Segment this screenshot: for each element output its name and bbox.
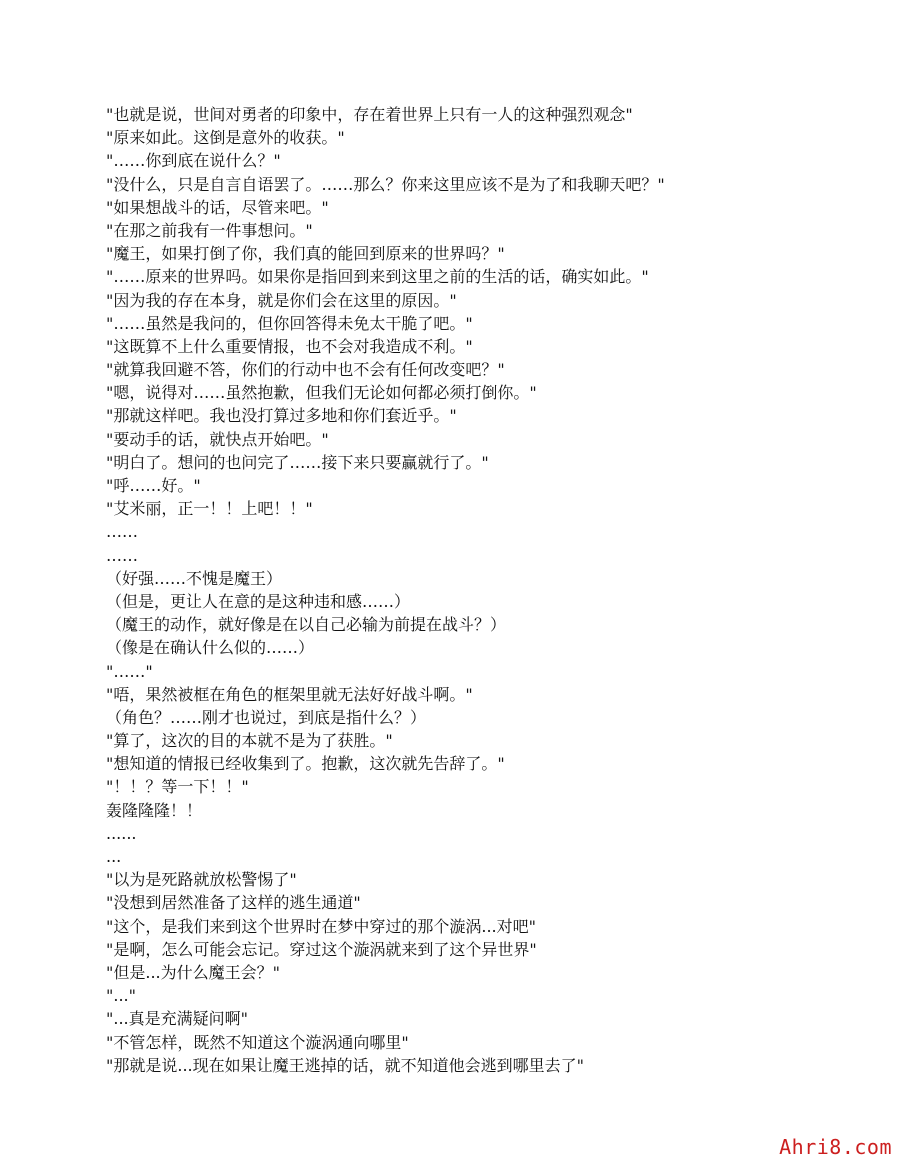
text-line: "要动手的话，就快点开始吧。" <box>106 429 329 449</box>
text-line: "在那之前我有一件事想问。" <box>106 220 313 240</box>
text-line: "！！？等一下！！" <box>106 777 249 797</box>
text-line: "如果想战斗的话，尽管来吧。" <box>106 197 329 217</box>
text-line: "……原来的世界吗。如果你是指回到来到这里之前的生活的话，确实如此。" <box>106 267 649 287</box>
text-line: "算了，这次的目的本就不是为了获胜。" <box>106 731 393 751</box>
text-line: "是啊，怎么可能会忘记。穿过这个漩涡就来到了这个异世界" <box>106 939 537 959</box>
text-line: （像是在确认什么似的……） <box>106 638 315 658</box>
text-line: （魔王的动作，就好像是在以自己必输为前提在战斗？） <box>106 615 507 635</box>
text-line: 轰隆隆隆！！ <box>106 800 203 820</box>
text-line: "……" <box>106 661 153 681</box>
text-line: "……虽然是我问的，但你回答得未免太干脆了吧。" <box>106 313 473 333</box>
text-line: （好强……不愧是魔王） <box>106 568 283 588</box>
text-line: "就算我回避不答，你们的行动中也不会有任何改变吧？" <box>106 360 505 380</box>
text-line: "不管怎样，既然不知道这个漩涡通向哪里" <box>106 1032 409 1052</box>
text-line: "以为是死路就放松警惕了" <box>106 870 297 890</box>
text-line: "……你到底在说什么？" <box>106 151 281 171</box>
text-line: "明白了。想问的也问完了……接下来只要赢就行了。" <box>106 452 489 472</box>
text-line: "想知道的情报已经收集到了。抱歉，这次就先告辞了。" <box>106 754 505 774</box>
watermark: Ahri8.com <box>779 1135 892 1159</box>
text-line: …… <box>106 545 138 565</box>
text-line: "唔，果然被框在角色的框架里就无法好好战斗啊。" <box>106 684 473 704</box>
text-line: "但是...为什么魔王会？" <box>106 962 280 982</box>
text-line: "呼……好。" <box>106 476 201 495</box>
text-line: "那就是说...现在如果让魔王逃掉的话，就不知道他会逃到哪里去了" <box>106 1055 584 1075</box>
text-line: "也就是说，世间对勇者的印象中，存在着世界上只有一人的这种强烈观念" <box>106 105 633 124</box>
text-line: "没想到居然准备了这样的逃生通道" <box>106 893 361 913</box>
text-line: "魔王，如果打倒了你，我们真的能回到原来的世界吗？" <box>106 244 505 264</box>
text-line: "艾米丽，正一！！上吧！！" <box>106 499 313 519</box>
text-line: "这个，是我们来到这个世界时在梦中穿过的那个漩涡...对吧" <box>106 916 536 936</box>
text-line: "没什么，只是自言自语罢了。……那么？你来这里应该不是为了和我聊天吧？" <box>106 174 665 194</box>
text-line: "因为我的存在本身，就是你们会在这里的原因。" <box>106 290 457 310</box>
text-line: …… <box>106 522 138 542</box>
text-line: （但是，更让人在意的是这种违和感……） <box>106 591 411 611</box>
text-line: "..." <box>106 986 136 1006</box>
text-line: "...真是充满疑问啊" <box>106 1009 248 1029</box>
text-line: ...... <box>106 823 137 843</box>
text-line: "这既算不上什么重要情报，也不会对我造成不利。" <box>106 336 473 356</box>
text-line: "那就这样吧。我也没打算过多地和你们套近乎。" <box>106 406 457 426</box>
text-body <box>106 103 866 1077</box>
text-line: （角色？……刚才也说过，到底是指什么？） <box>106 707 427 727</box>
text-line: ... <box>106 847 122 866</box>
text-line: "嗯，说得对……虽然抱歉，但我们无论如何都必须打倒你。" <box>106 383 537 403</box>
text-line: "原来如此。这倒是意外的收获。" <box>106 128 345 148</box>
